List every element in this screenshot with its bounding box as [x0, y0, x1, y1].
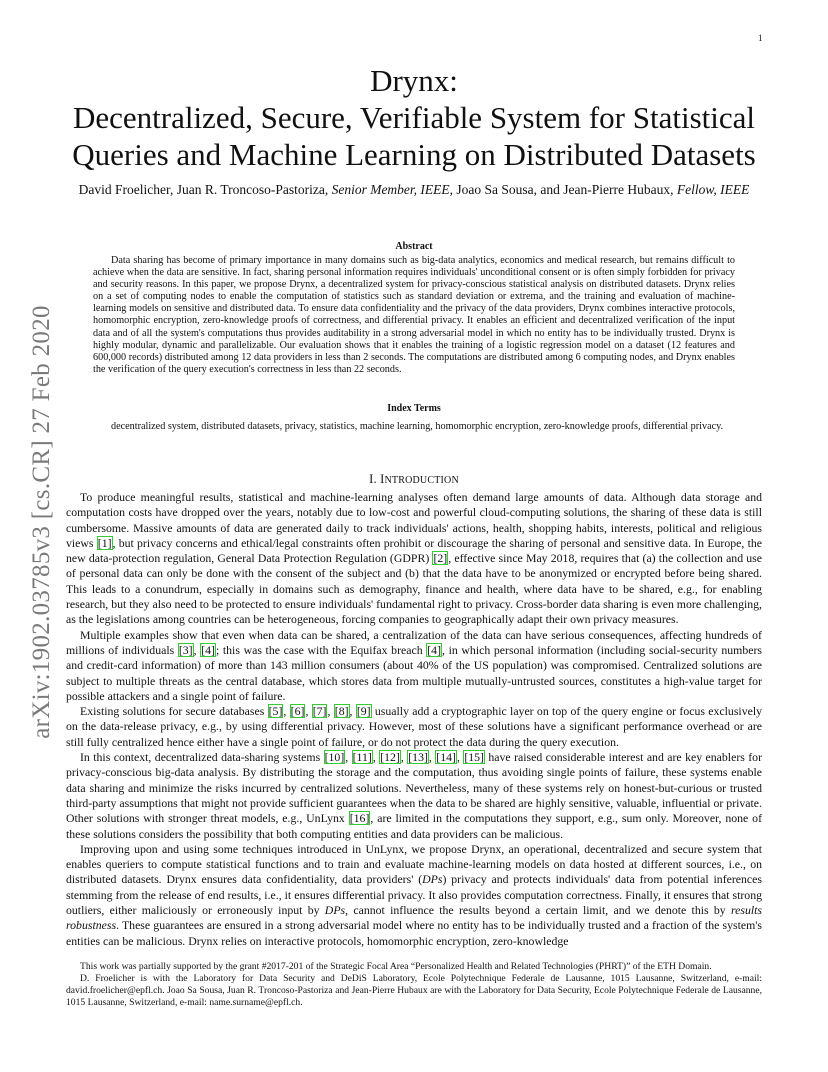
- arxiv-identifier-stamp[interactable]: [22, 287, 62, 757]
- title-line-2: Decentralized, Secure, Verifiable System for Statistical: [72, 100, 756, 135]
- paragraph-text: In this context, decentralized data-sharing systems: [80, 750, 324, 765]
- section-title-initial: I: [380, 472, 385, 486]
- paragraph-text: Improving upon and using some techniques introduced in UnLynx, we propose Drynx, an operational, decentralized and secure system that enables queriers to compute statistical functions and to train and evaluate machine-learning models on data hosted at different sources, i.e., on distributed datasets. Drynx ensures data confidentiality, data providers' (: [66, 841, 762, 887]
- citation-link-3[interactable]: [3]: [178, 642, 193, 657]
- citation-link-13[interactable]: [13]: [408, 750, 428, 765]
- paragraph-text: usually add a cryptographic layer on top of the query engine or focus exclusively on the data-release privacy, e.g., by using differential privacy. However, most of these solutions have a significant performance overhead or are still fully centralized hence either have a single point of failure, or do not protect the data during the query execution.: [66, 704, 763, 749]
- author-role-2: Fellow, IEEE: [676, 182, 750, 197]
- separator: ,: [400, 750, 408, 765]
- citation-link-8[interactable]: [8]: [334, 704, 349, 719]
- intro-paragraph-3: [66, 704, 762, 750]
- paragraph-text: ; this was the case with the Equifax breach: [215, 642, 427, 657]
- emphasis-results-robustness: results robustness: [66, 903, 762, 933]
- paragraph-text: . These guarantees are ensured in a strong adversarial model where no entity has to be individually trusted and a fraction of the system's entities can be malicious. Drynx relies on interactive protocols, homomorphic encryption, zero-knowledge: [66, 918, 762, 948]
- paragraph-text: , effective since May 2018, requires that (a) the collection and use of personal data can only be done with the consent of the subject and (b) that the data have to be anonymized or encrypted before being shared. This leads to a conundrum, especially in domains such as demography, finance and health, where data have to be shared, e.g., for enabling research, but they also need to be protected to ensure individuals' fundamental right to privacy. Cross-border data sharing is even more challenging, as the legislations among countries can be heterogeneous, forcing companies to geographically adapt their own privacy measures.: [66, 551, 762, 627]
- section-number: I.: [369, 472, 381, 486]
- section-title-rest: NTRODUCTION: [384, 475, 459, 486]
- paragraph-text: , in which personal information (including social-security numbers and credit-card information) of more than 143 million consumers (about 40% of the US population) was compromised. Centralized solutions are subject to multiple threats as the central database, which stores data from multiple mutually-untrusted sources, constitutes a high-value target for possible attackers and a single point of failure.: [66, 642, 762, 703]
- citation-link-4[interactable]: [4]: [201, 642, 215, 657]
- footnote-affiliations: D. Froelicher is with the Laboratory for Data Security and DeDiS Laboratory, Ecole Polytechnique Federale de Lausanne, 1015 Lausanne, Switzerland, e-mail: david.froelicher@epfl.ch. Joao Sa Sousa, Juan R. Troncoso-Pastoriza and Jean-Pierre Hubaux are with the Laboratory for Data Security, Ecole Polytechnique Federale de Lausanne, 1015 Lausanne, Switzerland, e-mail: name.surname@epfl.ch.: [66, 973, 762, 1008]
- citation-link-5[interactable]: [5]: [268, 704, 283, 719]
- paragraph-text: Existing solutions for secure databases: [80, 704, 268, 719]
- citation-link-14[interactable]: [14]: [436, 750, 456, 765]
- author-names-part-2: , Joao Sa Sousa, and Jean-Pierre Hubaux,: [449, 182, 677, 197]
- citation-link-9[interactable]: [9]: [356, 704, 371, 719]
- paragraph-text: , are limited in the computations they support, e.g., sum only. Moreover, none of these solutions considers the possibility that both computing entities and data providers can be malicious.: [66, 811, 762, 841]
- intro-paragraph-4: [66, 750, 762, 842]
- intro-paragraph-2: [66, 628, 762, 704]
- separator: ,: [428, 750, 436, 765]
- index-terms-heading: Index Terms: [387, 403, 441, 414]
- citation-link-11[interactable]: [11]: [352, 750, 372, 765]
- citation-link-10[interactable]: [10]: [324, 750, 345, 765]
- paragraph-text: ) privacy and protects individuals' data from potential inferences stemming from the release of end results, i.e., it ensures differential privacy. It also provides computation correctness. Finally, it ensures that strong outliers, either maliciously or erroneously input by: [66, 872, 762, 918]
- citation-link-12[interactable]: [12]: [380, 750, 400, 765]
- section-heading-introduction: [66, 472, 762, 487]
- separator: ,: [456, 750, 464, 765]
- abstract-text: Data sharing has become of primary importance in many domains such as big-data analytics, economics and medical research, but remains difficult to achieve when the data are sensitive. In fact, sharing personal information requires individuals' unconditional consent or is often simply forbidden for privacy and security reasons. In this paper, we propose Drynx, a decentralized system for privacy-conscious statistical analysis on distributed datasets. Drynx relies on a set of computing nodes to enable the computation of statistics such as standard deviation or extrema, and the training and evaluation of machine-learning models on sensitive and distributed data. To ensure data confidentiality and the privacy of the data providers, Drynx combines interactive protocols, homomorphic encryption, zero-knowledge proofs of correctness, and differential privacy. It enables an efficient and decentralized verification of the input data and of all the system's computations thus provides auditability in a strong adversarial model in which no entity has to be individually trusted. Drynx is highly modular, dynamic and parallelizable. Our evaluation shows that it enables the training of a logistic regression model on a dataset (12 features and 600,000 records) distributed among 12 data providers in less than 2 seconds. The computations are distributed among 6 computing nodes, and Drynx enables the verification of the query execution's correctness in less than 22 seconds.: [93, 255, 735, 375]
- paragraph-text: Multiple examples show that even when data can be shared, a centralization of the data can have serious consequences, affecting hundreds of millions of individuals: [66, 627, 762, 657]
- citation-link-6[interactable]: [6]: [290, 704, 305, 719]
- separator: ,: [372, 750, 380, 765]
- intro-paragraph-1: [66, 490, 762, 628]
- separator: ,: [345, 750, 352, 765]
- author-list: [55, 182, 773, 198]
- citation-link-1[interactable]: [1]: [97, 535, 112, 550]
- author-names-part-1: David Froelicher, Juan R. Troncoso-Pastoriza,: [78, 182, 332, 197]
- intro-paragraph-5: [66, 842, 762, 949]
- author-role-1: Senior Member, IEEE: [331, 182, 450, 197]
- footnotes: [66, 961, 762, 1009]
- citation-link-2[interactable]: [2]: [433, 551, 448, 566]
- citation-link-7[interactable]: [7]: [312, 704, 327, 719]
- paragraph-text: , cannot influence the results beyond a certain limit, and we denote this by: [345, 903, 731, 918]
- paragraph-text: To produce meaningful results, statistical and machine-learning analyses often demand large amounts of data. Although data storage and computation costs have dropped over the years, notably due to low-cost and powerful cloud-computing solutions, the sharing of these data is still cumbersome. Massive amounts of data are generated daily to track individuals' actions, health, shopping habits, interests, political and religious views: [66, 490, 762, 550]
- paragraph-text: , but privacy concerns and ethical/legal constraints often prohibit or discourage the sharing of personal and sensitive data. In Europe, the new data-protection regulation, General Data Protection Regulation (GDPR): [66, 535, 762, 566]
- math-dps: DPs: [324, 903, 346, 918]
- page-number: 1: [758, 33, 763, 43]
- paragraph-text: have raised considerable interest and are key enablers for privacy-conscious big-data analysis. By distributing the storage and the computation, thus avoiding single points of failure, these systems enable data sharing and minimize the risks incurred by centralized solutions. Nevertheless, many of these systems rely on honest-but-curious or trusted third-party assumptions that might not provide sufficient guarantees when the data to be shared are highly sensitive, valuable, influential or private. Other solutions with stronger threat models, e.g., UnLynx: [66, 750, 763, 826]
- separator: ,: [305, 704, 312, 719]
- paper-title: [60, 62, 768, 173]
- title-line-1: Drynx:: [370, 63, 458, 98]
- citation-link-15[interactable]: [15]: [464, 750, 484, 765]
- index-terms-text: decentralized system, distributed datasets, privacy, statistics, machine learning, homomorphic encryption, zero-knowledge proofs, differential privacy.: [111, 421, 724, 432]
- separator: ,: [349, 704, 356, 719]
- paragraph-text: ,: [193, 642, 201, 657]
- title-line-3: Queries and Machine Learning on Distributed Datasets: [72, 137, 756, 172]
- separator: ,: [283, 704, 290, 719]
- math-dps: DPs: [422, 872, 443, 887]
- footnote-funding: This work was partially supported by the grant #2017-201 of the Strategic Focal Area “Personalized Health and Related Technologies (PHRT)” of the ETH Domain.: [80, 961, 712, 972]
- separator: ,: [327, 704, 334, 719]
- citation-link-4b[interactable]: [4]: [427, 642, 442, 657]
- abstract-heading: Abstract: [395, 241, 433, 252]
- arxiv-identifier-text: arXiv:1902.03785v3 [cs.CR] 27 Feb 2020: [28, 305, 55, 739]
- introduction-body: [66, 490, 762, 949]
- citation-link-16[interactable]: [16]: [349, 811, 370, 826]
